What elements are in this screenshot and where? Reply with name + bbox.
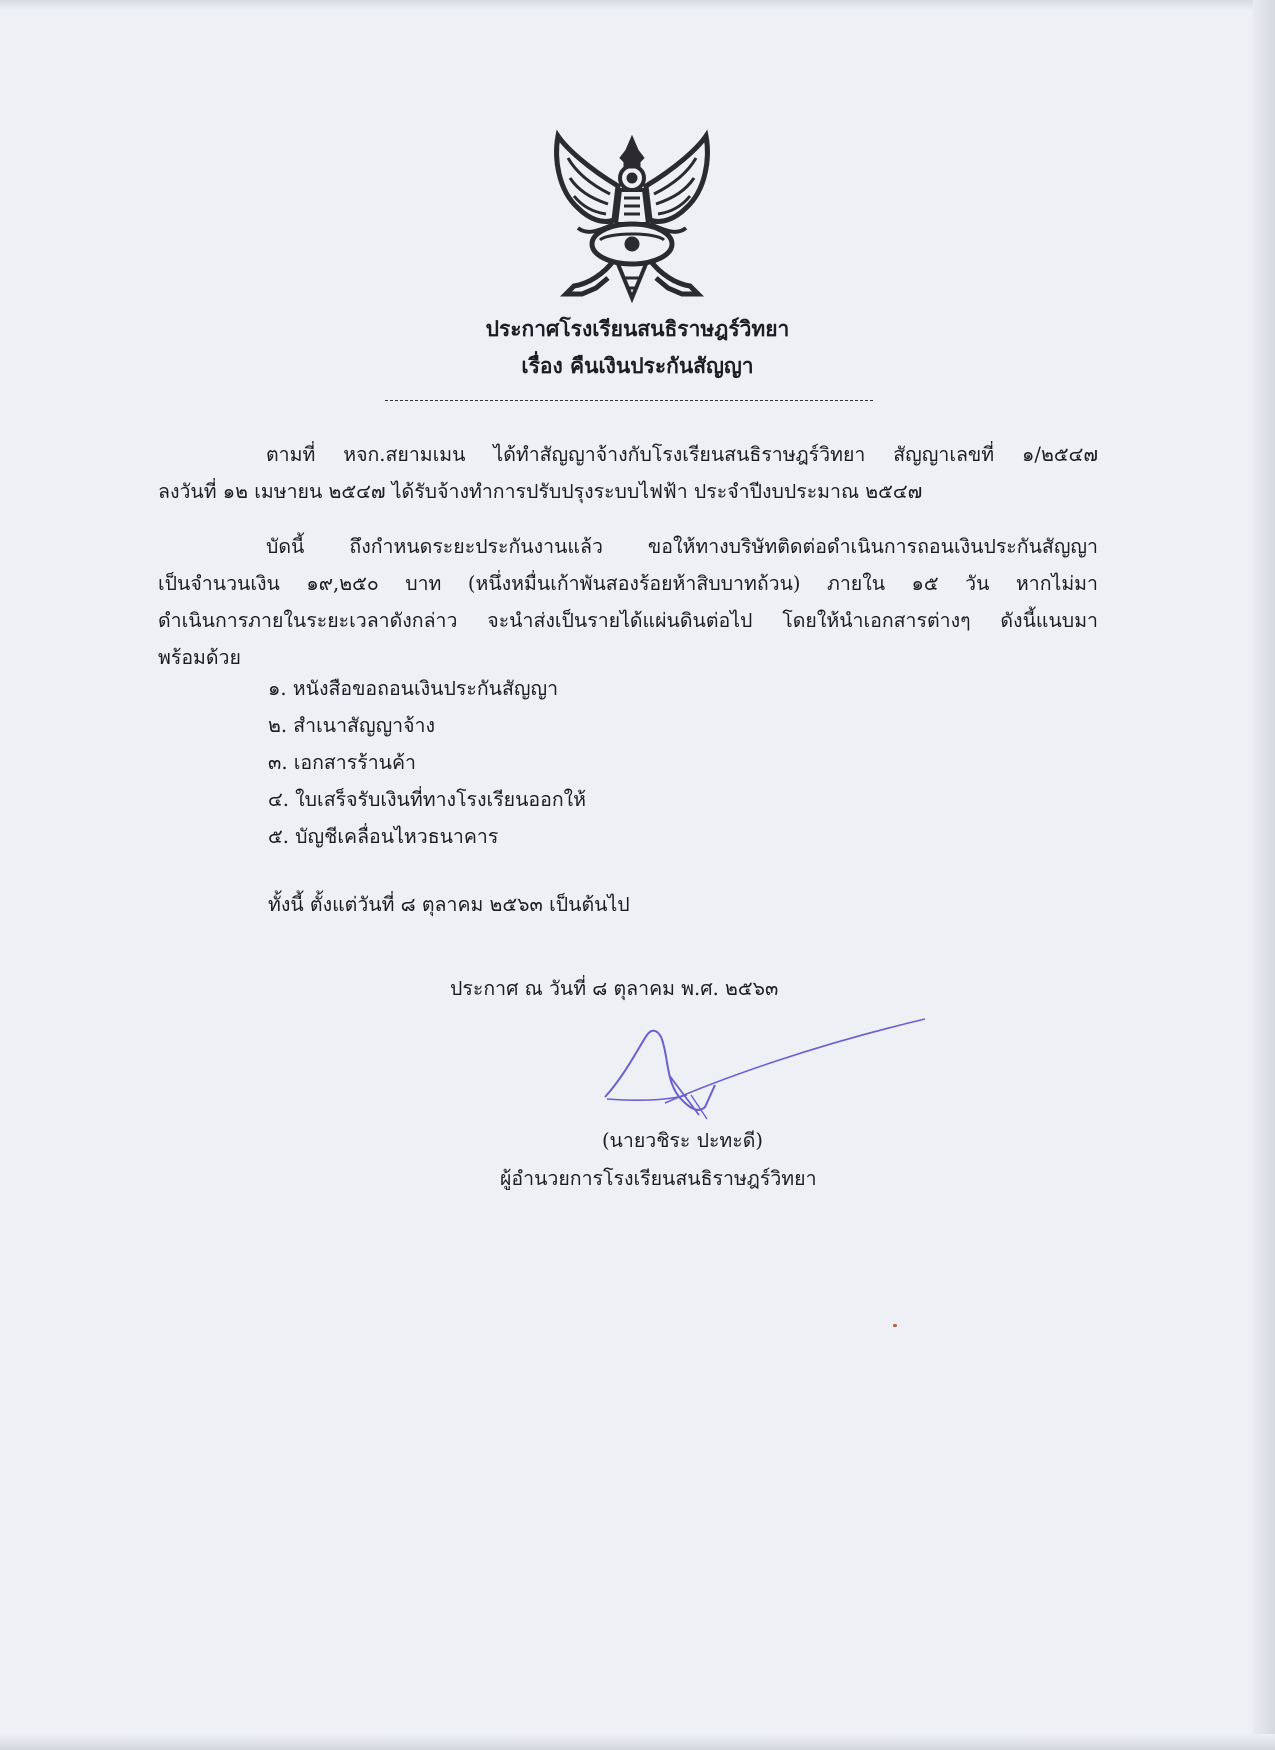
paragraph-line: ดำเนินการภายในระยะเวลาดังกล่าว จะนำส่งเป็นรายได้แผ่นดินต่อไป โดยให้นำเอกสารต่างๆ ดังนี้แนบมา <box>158 609 1098 632</box>
list-item: ๔. ใบเสร็จรับเงินที่ทางโรงเรียนออกให้ <box>268 788 587 811</box>
list-item: ๕. บัญชีเคลื่อนไหวธนาคาร <box>268 825 499 848</box>
garuda-emblem-icon <box>548 128 716 310</box>
list-item: ๓. เอกสารร้านค้า <box>268 751 416 774</box>
title-divider <box>385 400 873 401</box>
announcement-title: ประกาศโรงเรียนสนธิราษฎร์วิทยา <box>485 316 790 341</box>
list-item: ๒. สำเนาสัญญาจ้าง <box>268 714 436 737</box>
paragraph-contract <box>158 436 1098 510</box>
paragraph-line: เป็นจำนวนเงิน ๑๙,๒๕๐ บาท (หนึ่งหมื่นเก้าพันสองร้อยห้าสิบบาทถ้วน) ภายใน ๑๕ วัน หากไม่มา <box>158 572 1098 595</box>
announcement-subject: เรื่อง คืนเงินประกันสัญญา <box>521 353 754 378</box>
list-item: ๑. หนังสือขอถอนเงินประกันสัญญา <box>268 677 559 700</box>
ink-speck <box>893 1324 897 1327</box>
announcement-date: ประกาศ ณ วันที่ ๘ ตุลาคม พ.ศ. ๒๕๖๓ <box>450 977 779 1000</box>
signer-name: (นายวชิระ ปะทะดี) <box>601 1129 764 1152</box>
scan-edge-right <box>1253 0 1275 1750</box>
paragraph-line: ลงวันที่ ๑๒ เมษายน ๒๕๔๗ ได้รับจ้างทำการปรับปรุงระบบไฟฟ้า ประจำปีงบประมาณ ๒๕๔๗ <box>158 480 923 503</box>
scan-edge-bottom <box>0 1734 1275 1750</box>
paragraph-line: พร้อมด้วย <box>158 646 241 669</box>
paragraph-refund <box>158 528 1098 676</box>
handwritten-signature <box>595 1015 935 1125</box>
effective-date: ทั้งนี้ ตั้งแต่วันที่ ๘ ตุลาคม ๒๕๖๓ เป็นต้นไป <box>268 893 630 916</box>
signer-position: ผู้อำนวยการโรงเรียนสนธิราษฎร์วิทยา <box>500 1167 817 1190</box>
required-documents-list <box>268 670 586 855</box>
scan-edge-top <box>0 0 1275 10</box>
paragraph-line: ตามที่ หจก.สยามเมน ได้ทำสัญญาจ้างกับโรงเรียนสนธิราษฎร์วิทยา สัญญาเลขที่ ๑/๒๕๔๗ <box>266 443 1098 466</box>
paragraph-line: บัดนี้ ถึงกำหนดระยะประกันงานแล้ว ขอให้ทางบริษัทติดต่อดำเนินการถอนเงินประกันสัญญา <box>266 535 1098 558</box>
